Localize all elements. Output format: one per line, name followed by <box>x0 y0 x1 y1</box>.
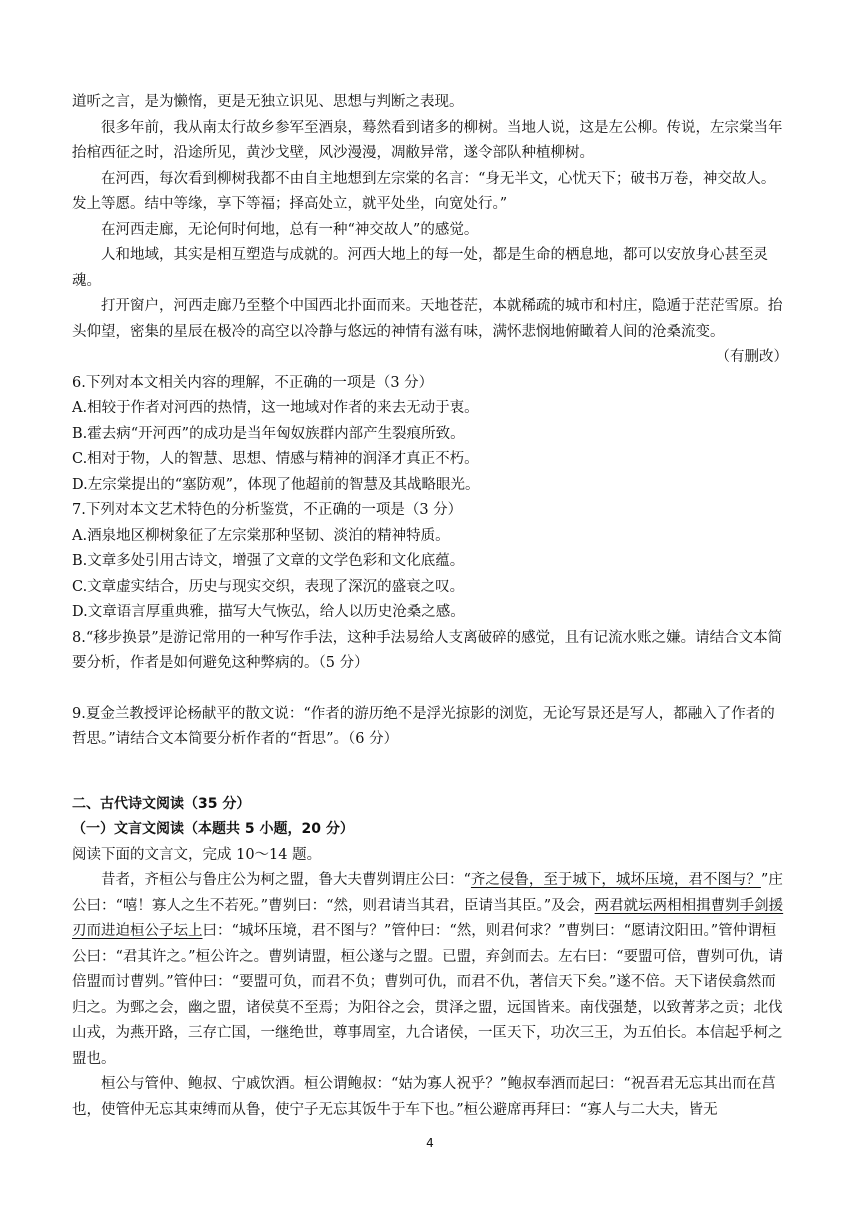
answer-space <box>72 677 788 702</box>
question-6-option-b: B.霍去病“开河西”的成功是当年匈奴族群内部产生裂痕所致。 <box>72 425 465 442</box>
paragraph-text: 昔者，齐桓公与鲁庄公为柯之盟，鲁大夫曹刿谓庄公曰：“ <box>101 872 471 888</box>
underlined-sentence: 两君就坛两相相揖曹刿手剑援刃而进迫桓公子坛上 <box>72 897 784 939</box>
passage-paragraph: 很多年前，我从南太行故乡参军至酒泉，蓦然看到诸多的柳树。当地人说，这是左公柳。传说，左宗棠当年抬棺西征之时，沿途所见，黄沙戈壁，风沙漫漫，凋敝异常，遂令部队种植柳树。 <box>72 119 783 161</box>
classical-paragraph-1 <box>72 868 788 1072</box>
paragraph-text: 曰：“城坏压境，君不图与？”管仲曰：“然，则君何求？”曹刿曰：“愿请汶阳田。”管仲谓桓公曰：“君其许之。”桓公许之。曹刿请盟，桓公遂与之盟。已盟，弃剑而去。左右曰：“要盟可倍，曹刿可仇，请倍盟而讨曹刿。”管仲曰：“要盟可负，而君不负；曹刿可仇，而君不仇，著信天下矣。”遂不倍。天下诸侯翕然而归之。为鄄之会，幽之盟，诸侯莫不至焉；为阳谷之会，贯泽之盟，远国皆来。南伐强楚，以致菁茅之贡；北伐山戎，为燕开路，三存亡国，一继绝世，尊事周室，九合诸侯，一匡天下，功次三王，为五伯长。本信起乎柯之盟也。 <box>72 923 783 1067</box>
page-number: 4 <box>426 1136 434 1150</box>
passage-paragraph: 人和地域，其实是相互塑造与成就的。河西大地上的每一处，都是生命的栖息地，都可以安放身心甚至灵魂。 <box>72 247 768 289</box>
passage-paragraph: 在河西走廊，无论何时何地，总有一种“神交故人”的感觉。 <box>101 221 479 238</box>
question-7-option-a: A.酒泉地区柳树象征了左宗棠那种坚韧、淡泊的精神特质。 <box>72 527 450 544</box>
question-7-option-c: C.文章虚实结合，历史与现实交织，表现了深沉的盛衰之叹。 <box>72 578 465 595</box>
classical-paragraph-2: 桓公与管仲、鲍叔、宁戚饮酒。桓公谓鲍叔：“姑为寡人祝乎？”鲍叔奉酒而起曰：“祝吾君无忘其出而在莒也，使管仲无忘其束缚而从鲁，使宁子无忘其饭牛于车下也。”桓公避席再拜曰：“寡人与二大夫，皆无 <box>72 1076 776 1118</box>
section-title: 二、古代诗文阅读（35 分） <box>72 795 251 812</box>
passage-line: 道听之言，是为懒惰，更是无独立识见、思想与判断之表现。 <box>72 94 464 110</box>
section-instruction: 阅读下面的文言文，完成 10～14 题。 <box>72 846 322 863</box>
question-7-option-b: B.文章多处引用古诗文，增强了文章的文学色彩和文化底蕴。 <box>72 553 465 569</box>
passage-paragraph: 在河西，每次看到柳树我都不由自主地想到左宗棠的名言：“身无半文，心忧天下；破书万卷，神交故人。发上等愿。结中等缘，享下等福；择高处立，就平处坐，向宽处行。” <box>72 170 776 212</box>
question-6-option-c: C.相对于物，人的智慧、思想、情感与精神的润泽才真正不朽。 <box>72 451 479 467</box>
answer-space <box>72 753 788 778</box>
question-6: 6.下列对本文相关内容的理解，不正确的一项是（3 分） <box>72 374 434 391</box>
question-8: 8.“移步换景”是游记常用的一种写作手法，这种手法易给人支离破碎的感觉，且有记流水账之嫌。请结合文本简要分析，作者是如何避免这种弊病的。（5 分） <box>72 629 783 671</box>
page-content <box>72 90 788 1123</box>
paragraph-text: ”庄公曰：“嘻！寡人之生不若死。”曹刿曰：“然，则君请当其君，臣请当其臣。”及会， <box>72 872 783 914</box>
question-7-option-d: D.文章语言厚重典雅，描写大气恢弘，给人以历史沧桑之感。 <box>72 604 465 620</box>
section-subtitle: （一）文言文阅读（本题共 5 小题，20 分） <box>72 821 354 837</box>
question-6-option-a: A.相较于作者对河西的热情，这一地域对作者的来去无动于衷。 <box>72 400 479 416</box>
question-7: 7.下列对本文艺术特色的分析鉴赏，不正确的一项是（3 分） <box>72 502 463 518</box>
question-9: 9.夏金兰教授评论杨献平的散文说：“作者的游历绝不是浮光掠影的浏览，无论写景还是写人，都融入了作者的哲思。”请结合文本简要分析作者的“哲思”。（6 分） <box>72 705 775 747</box>
passage-paragraph: 打开窗户，河西走廊乃至整个中国西北扑面而来。天地苍茫，本就稀疏的城市和村庄，隐遁于茫茫雪原。抬头仰望，密集的星辰在极冷的高空以冷静与悠远的神情有滋有味，满怀悲悯地俯瞰着人间的沧桑流变。 <box>72 298 783 340</box>
source-note: （有删改） <box>715 349 788 365</box>
underlined-sentence: 齐之侵鲁，至于城下，城坏压境，君不图与？ <box>470 872 761 888</box>
spacer <box>72 778 788 792</box>
question-6-option-d: D.左宗棠提出的“塞防观”，体现了他超前的智慧及其战略眼光。 <box>72 476 480 493</box>
